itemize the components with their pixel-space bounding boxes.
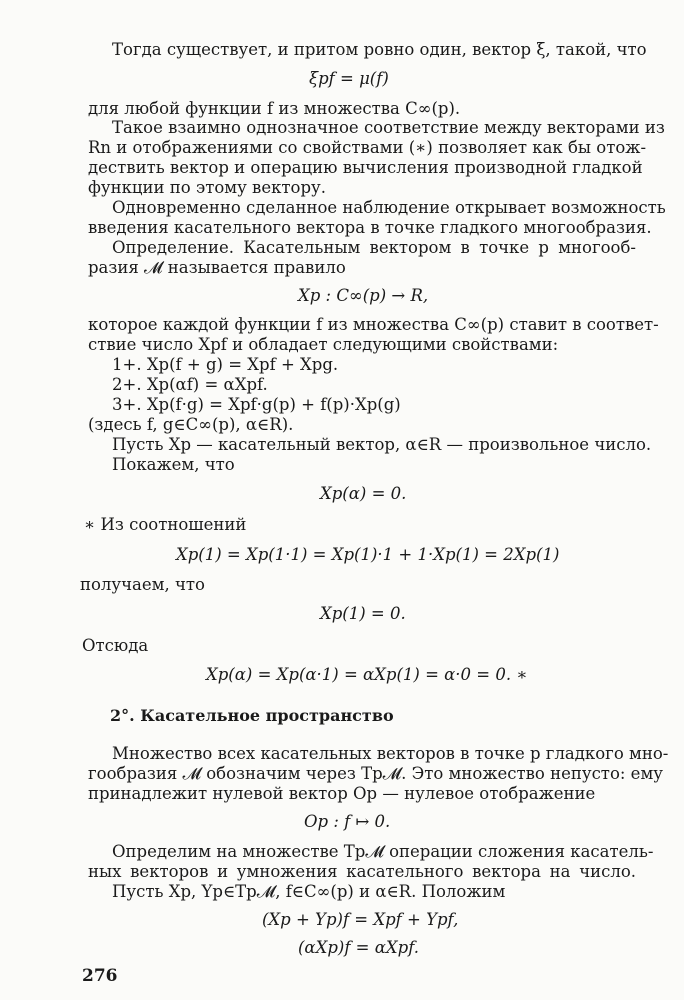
text-line: (здесь f, g∈C∞(p), α∈R). (88, 415, 294, 434)
text-line: Покажем, что (112, 455, 235, 474)
text-line: для любой функции f из множества C∞(p). (88, 99, 461, 118)
formula: Xp(1) = 0. (320, 604, 406, 623)
text-line: Пусть Xp — касательный вектор, α∈R — произвольное число. (112, 435, 652, 454)
property-item: 2+. Xp(αf) = αXpf. (112, 375, 268, 394)
property-item: 1+. Xp(f + g) = Xpf + Xpg. (112, 355, 339, 374)
text-line: ных векторов и умножения касательного вектора на число. (88, 862, 636, 881)
text-line: ствие число Xpf и обладает следующими свойствами: (88, 335, 559, 354)
formula: Xp(α) = Xp(α·1) = αXp(1) = α·0 = 0. ∗ (206, 665, 528, 684)
text-line: Отсюда (82, 636, 149, 655)
definition-line: Определение. Касательным вектором в точке p многооб- (112, 238, 636, 257)
formula: ξpf = μ(f) (309, 69, 389, 88)
text-line: получаем, что (80, 575, 205, 594)
text-line: дествить вектор и операцию вычисления производной гладкой (88, 158, 643, 177)
text-line: разия 𝓜 называется правило (88, 258, 346, 277)
formula: (αXp)f = αXpf. (298, 938, 419, 957)
text-line: гообразия 𝓜 обозначим через Tp𝓜. Это множество непусто: ему (88, 764, 663, 783)
formula: Xp(α) = 0. (320, 484, 407, 503)
property-item: 3+. Xp(f·g) = Xpf·g(p) + f(p)·Xp(g) (112, 395, 401, 414)
text-line: Пусть Xp, Yp∈Tp𝓜, f∈C∞(p) и α∈R. Положим (112, 882, 506, 901)
formula: (Xp + Yp)f = Xpf + Ypf, (262, 910, 459, 929)
text-line: Такое взаимно однозначное соответствие между векторами из (112, 118, 665, 137)
text-line: Тогда существует, и притом ровно один, вектор ξ, такой, что (112, 40, 647, 59)
text-line: ∗ Из соотношений (84, 515, 247, 534)
text-line: которое каждой функции f из множества C∞(p) ставит в соответ- (88, 315, 659, 334)
text-line: Множество всех касательных векторов в точке p гладкого мно- (112, 744, 669, 763)
section-title: 2°. Касательное пространство (110, 706, 394, 725)
text-line: введения касательного вектора в точке гладкого многообразия. (88, 218, 652, 237)
text-line: Определим на множестве Tp𝓜 операции сложения касатель- (112, 842, 654, 861)
formula: Xp(1) = Xp(1·1) = Xp(1)·1 + 1·Xp(1) = 2Xp(1) (176, 545, 560, 564)
formula: Xp : C∞(p) → R, (298, 286, 429, 305)
formula: Op : f ↦ 0. (304, 812, 391, 831)
text-line: функции по этому вектору. (88, 178, 326, 197)
page-number: 276 (82, 966, 118, 986)
text-line: Rn и отображениями со свойствами (∗) позволяет как бы отож- (88, 138, 647, 157)
text-line: Одновременно сделанное наблюдение открывает возможность (112, 198, 666, 217)
text-line: принадлежит нулевой вектор Op — нулевое отображение (88, 784, 596, 803)
